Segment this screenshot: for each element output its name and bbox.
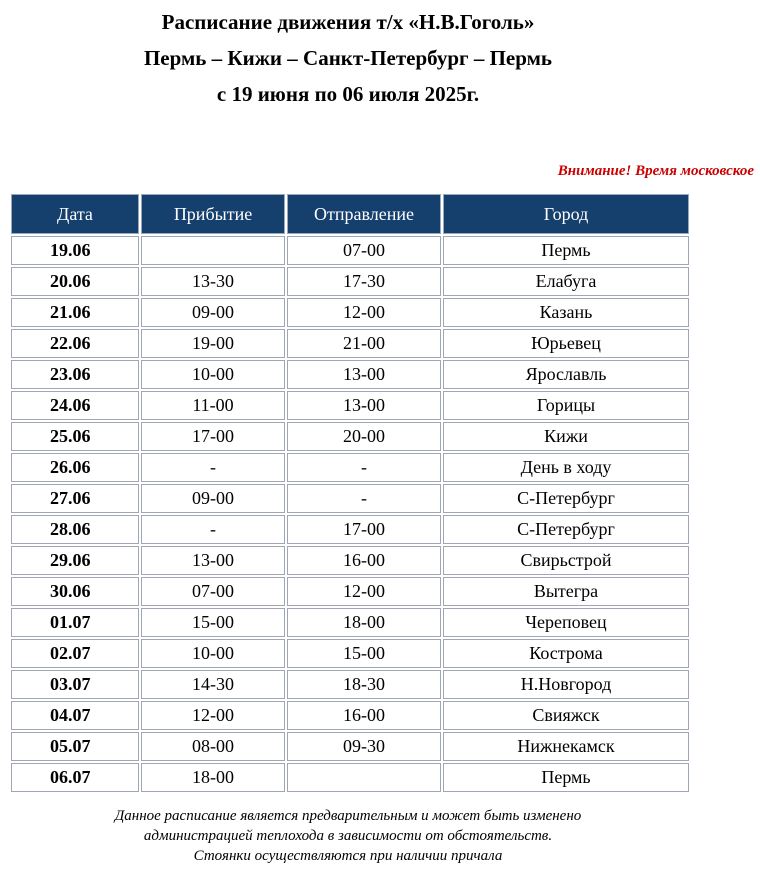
table-row <box>11 639 689 668</box>
arrival-cell: 13-00 <box>141 546 285 575</box>
date-cell: 20.06 <box>11 267 139 296</box>
departure-cell: 16-00 <box>287 701 441 730</box>
arrival-cell: 15-00 <box>141 608 285 637</box>
table-row <box>11 670 689 699</box>
arrival-cell: 09-00 <box>141 298 285 327</box>
departure-cell: 12-00 <box>287 298 441 327</box>
date-cell: 05.07 <box>11 732 139 761</box>
table-row <box>11 267 689 296</box>
city-cell: С-Петербург <box>443 515 689 544</box>
date-cell: 19.06 <box>11 236 139 265</box>
arrival-cell: 17-00 <box>141 422 285 451</box>
date-cell: 23.06 <box>11 360 139 389</box>
date-cell: 03.07 <box>11 670 139 699</box>
city-cell: Горицы <box>443 391 689 420</box>
city-cell: Казань <box>443 298 689 327</box>
departure-cell <box>287 763 441 792</box>
table-row <box>11 453 689 482</box>
departure-cell: 18-00 <box>287 608 441 637</box>
arrival-cell: 12-00 <box>141 701 285 730</box>
footnote-line-3: Стоянки осуществляются при наличии причала <box>193 848 503 864</box>
city-cell: Свирьстрой <box>443 546 689 575</box>
table-row <box>11 515 689 544</box>
departure-cell: 12-00 <box>287 577 441 606</box>
city-cell: Ярославль <box>443 360 689 389</box>
footnote <box>0 806 696 866</box>
table-row <box>11 422 689 451</box>
city-cell: С-Петербург <box>443 484 689 513</box>
table-row <box>11 298 689 327</box>
departure-cell: - <box>287 484 441 513</box>
city-cell: Н.Новгород <box>443 670 689 699</box>
departure-cell: 18-30 <box>287 670 441 699</box>
table-row <box>11 236 689 265</box>
arrival-cell: 13-30 <box>141 267 285 296</box>
departure-cell: 07-00 <box>287 236 441 265</box>
departure-cell: 13-00 <box>287 360 441 389</box>
departure-cell: 21-00 <box>287 329 441 358</box>
arrival-cell: 11-00 <box>141 391 285 420</box>
table-header-row <box>11 194 689 234</box>
departure-cell: 15-00 <box>287 639 441 668</box>
moscow-time-warning: Внимание! Время московское <box>557 163 754 179</box>
departure-cell: 17-30 <box>287 267 441 296</box>
column-header-departure: Отправление <box>287 194 441 234</box>
schedule-table <box>9 192 691 794</box>
arrival-cell: 19-00 <box>141 329 285 358</box>
date-cell: 27.06 <box>11 484 139 513</box>
arrival-cell: 07-00 <box>141 577 285 606</box>
arrival-cell: 08-00 <box>141 732 285 761</box>
arrival-cell: - <box>141 453 285 482</box>
city-cell: Кижи <box>443 422 689 451</box>
footnote-line-1: Данное расписание является предварительным и может быть изменено <box>114 808 582 824</box>
city-cell: Кострома <box>443 639 689 668</box>
date-cell: 26.06 <box>11 453 139 482</box>
date-cell: 04.07 <box>11 701 139 730</box>
city-cell: День в ходу <box>443 453 689 482</box>
city-cell: Свияжск <box>443 701 689 730</box>
city-cell: Юрьевец <box>443 329 689 358</box>
table-row <box>11 701 689 730</box>
date-cell: 30.06 <box>11 577 139 606</box>
table-row <box>11 732 689 761</box>
date-cell: 25.06 <box>11 422 139 451</box>
date-cell: 22.06 <box>11 329 139 358</box>
city-cell: Череповец <box>443 608 689 637</box>
table-row <box>11 763 689 792</box>
table-row <box>11 484 689 513</box>
departure-cell: 20-00 <box>287 422 441 451</box>
city-cell: Нижнекамск <box>443 732 689 761</box>
city-cell: Пермь <box>443 236 689 265</box>
column-header-arrival: Прибытие <box>141 194 285 234</box>
table-row <box>11 608 689 637</box>
departure-cell: 09-30 <box>287 732 441 761</box>
title-line-3: с 19 июня по 06 июля 2025г. <box>216 82 480 106</box>
arrival-cell: 10-00 <box>141 639 285 668</box>
city-cell: Пермь <box>443 763 689 792</box>
table-row <box>11 546 689 575</box>
arrival-cell: 14-30 <box>141 670 285 699</box>
title-line-1: Расписание движения т/х «Н.В.Гоголь» <box>161 10 535 34</box>
schedule-body <box>11 236 689 792</box>
table-row <box>11 577 689 606</box>
footnote-line-2: администрацией теплохода в зависимости от обстоятельств. <box>143 828 553 844</box>
arrival-cell: - <box>141 515 285 544</box>
title-line-2: Пермь – Кижи – Санкт-Петербург – Пермь <box>143 46 553 70</box>
arrival-cell: 18-00 <box>141 763 285 792</box>
table-row <box>11 329 689 358</box>
arrival-cell: 10-00 <box>141 360 285 389</box>
column-header-date: Дата <box>11 194 139 234</box>
arrival-cell: 09-00 <box>141 484 285 513</box>
city-cell: Вытегра <box>443 577 689 606</box>
date-cell: 28.06 <box>11 515 139 544</box>
date-cell: 21.06 <box>11 298 139 327</box>
departure-cell: - <box>287 453 441 482</box>
date-cell: 06.07 <box>11 763 139 792</box>
date-cell: 01.07 <box>11 608 139 637</box>
date-cell: 02.07 <box>11 639 139 668</box>
table-row <box>11 391 689 420</box>
date-cell: 29.06 <box>11 546 139 575</box>
arrival-cell <box>141 236 285 265</box>
departure-cell: 16-00 <box>287 546 441 575</box>
column-header-city: Город <box>443 194 689 234</box>
departure-cell: 17-00 <box>287 515 441 544</box>
city-cell: Елабуга <box>443 267 689 296</box>
departure-cell: 13-00 <box>287 391 441 420</box>
table-row <box>11 360 689 389</box>
date-cell: 24.06 <box>11 391 139 420</box>
